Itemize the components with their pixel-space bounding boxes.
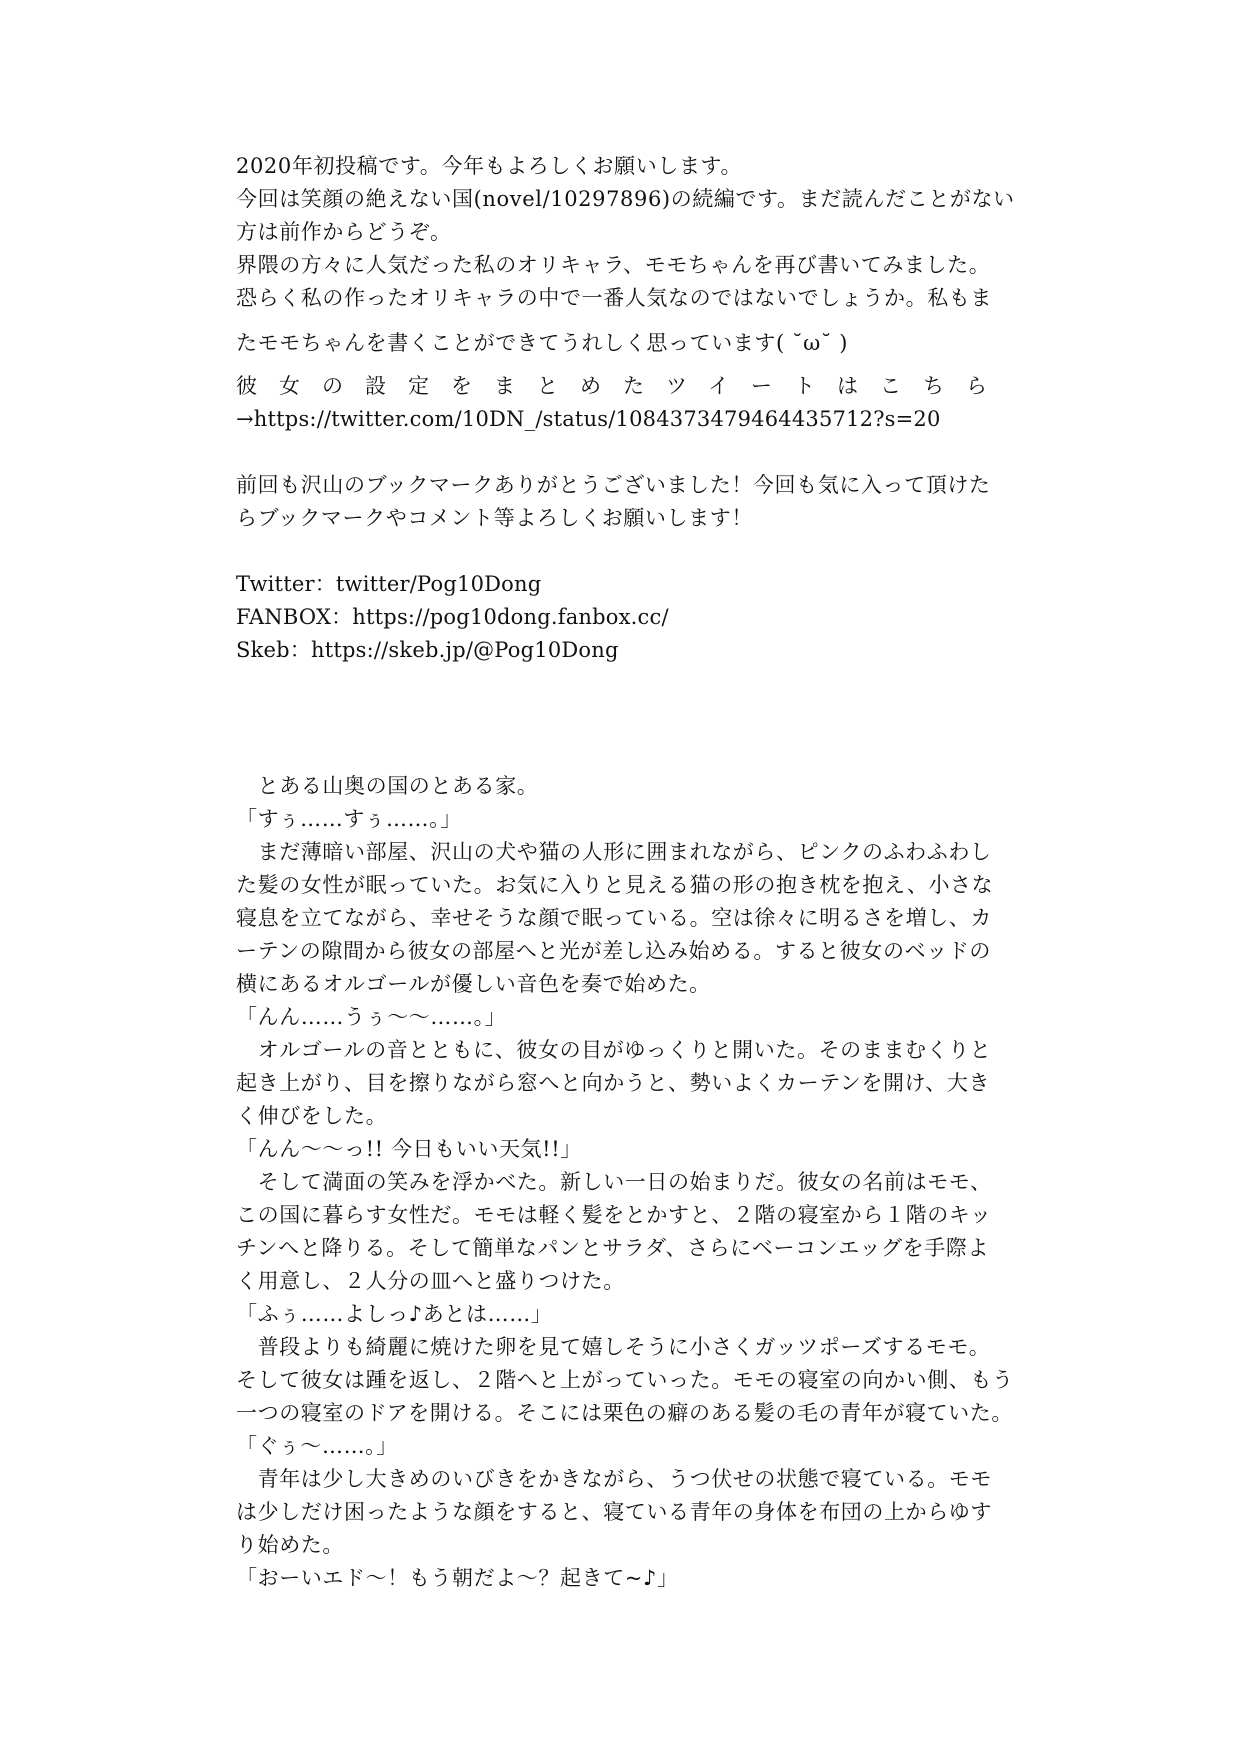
story-line: ーテンの隙間から彼女の部屋へと光が差し込み始める。すると彼女のベッドの xyxy=(236,939,991,963)
story-line: 「ぐぅ～……。」 xyxy=(236,1434,398,1458)
story-line: 横にあるオルゴールが優しい音色を奏で始めた。 xyxy=(236,972,711,996)
story-line: チンへと降りる。そして簡単なパンとサラダ、さらにベーコンエッグを手際よ xyxy=(236,1236,990,1260)
story-line: そして彼女は踵を返し、２階へと上がっていった。モモの寝室の向かい側、もう xyxy=(236,1368,1014,1392)
note-line-4: 界隈の方々に人気だった私のオリキャラ、モモちゃんを再び書いてみました。 xyxy=(236,253,991,277)
spacer xyxy=(236,436,1006,469)
story-line: オルゴールの音とともに、彼女の目がゆっくりと開いた。そのままむくりと xyxy=(236,1038,992,1062)
note-line-6: たモモちゃんを書くことができてうれしく思っています( ˘ω˘ ) xyxy=(236,331,849,355)
story-line: 「ふぅ……よしっ♪あとは……」 xyxy=(236,1302,553,1326)
story-line: く用意し、２人分の皿へと盛りつけた。 xyxy=(236,1269,625,1293)
story-line: は少しだけ困ったような顔をすると、寝ている青年の身体を布団の上からゆす xyxy=(236,1500,992,1524)
note-line-2: 今回は笑顔の絶えない国(novel/10297896)の続編です。まだ読んだことがない xyxy=(236,187,1015,211)
story-line: 一つの寝室のドアを開ける。そこには栗色の癖のある髪の毛の青年が寝ていた。 xyxy=(236,1401,1013,1425)
story-line: 「んん～～っ!! 今日もいい天気!!」 xyxy=(236,1137,582,1161)
spacer xyxy=(236,535,1006,568)
story-line: く伸びをした。 xyxy=(236,1104,388,1128)
story-body xyxy=(236,770,1014,1595)
note-line-5: 恐らく私の作ったオリキャラの中で一番人気なのではないでしょうか。私もま xyxy=(236,286,992,310)
story-line: 青年は少し大きめのいびきをかきながら、うつ伏せの状態で寝ている。モモ xyxy=(236,1467,992,1491)
story-line: 普段よりも綺麗に焼けた卵を見て嬉しそうに小さくガッツポーズするモモ。 xyxy=(236,1335,991,1359)
story-line: り始めた。 xyxy=(236,1533,344,1557)
skeb-link[interactable]: Skeb：https://skeb.jp/@Pog10Dong xyxy=(236,638,619,662)
story-line: まだ薄暗い部屋、沢山の犬や猫の人形に囲まれながら、ピンクのふわふわし xyxy=(236,840,992,864)
story-line: 「んん……うぅ～～……。」 xyxy=(236,1005,507,1029)
story-line: そして満面の笑みを浮かべた。新しい一日の始まりだ。彼女の名前はモモ、 xyxy=(236,1170,992,1194)
story-line: 寝息を立てながら、幸せそうな顔で眠っている。空は徐々に明るさを増し、カ xyxy=(236,906,992,930)
story-line: 「すぅ……すぅ……。」 xyxy=(236,807,462,831)
note-line-10: らブックマークやコメント等よろしくお願いします！ xyxy=(236,506,753,530)
note-line-7: 彼女の設定をまとめたツイートはこちら xyxy=(236,374,1009,398)
author-note xyxy=(236,150,1015,667)
story-line: 起き上がり、目を擦りながら窓へと向かうと、勢いよくカーテンを開け、大き xyxy=(236,1071,991,1095)
story-line: この国に暮らす女性だ。モモは軽く髪をとかすと、２階の寝室から１階のキッ xyxy=(236,1203,992,1227)
fanbox-link[interactable]: FANBOX：https://pog10dong.fanbox.cc/ xyxy=(236,605,669,629)
story-line: とある山奥の国のとある家。 xyxy=(236,774,539,798)
story-line: 「おーいエド～！もう朝だよ～？起きて~♪」 xyxy=(236,1566,679,1590)
note-line-3: 方は前作からどうぞ。 xyxy=(236,220,452,244)
note-line-1: 2020年初投稿です。今年もよろしくお願いします。 xyxy=(236,154,743,178)
note-line-9: 前回も沢山のブックマークありがとうございました！今回も気に入って頂けた xyxy=(236,473,991,497)
twitter-link[interactable]: Twitter：twitter/Pog10Dong xyxy=(236,572,542,596)
story-line: た髪の女性が眠っていた。お気に入りと見える猫の形の抱き枕を抱え、小さな xyxy=(236,873,994,897)
settings-tweet-link[interactable]: →https://twitter.com/10DN_/status/1084373479464435712?s=20 xyxy=(236,407,941,431)
